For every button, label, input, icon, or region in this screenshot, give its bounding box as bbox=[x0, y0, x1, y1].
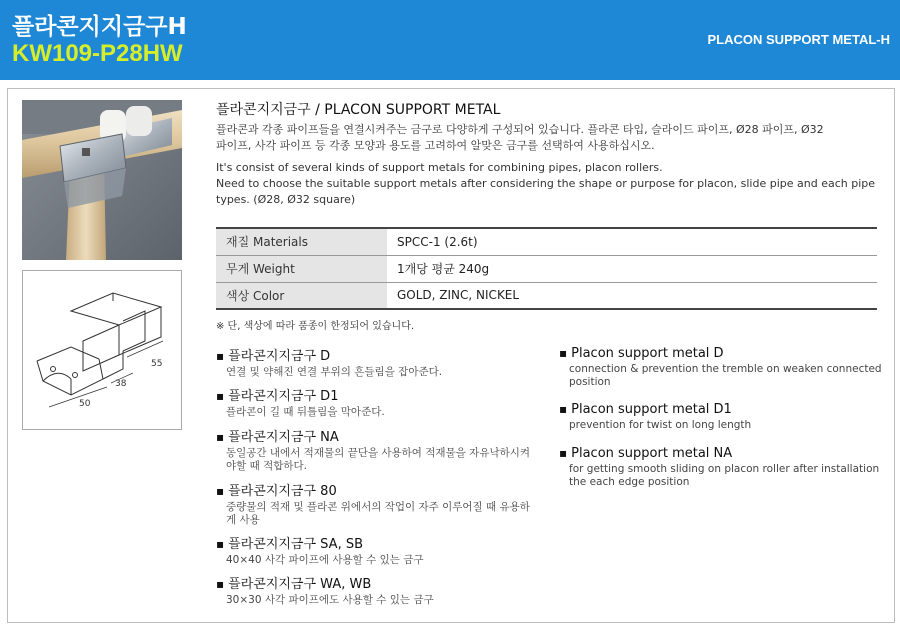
description-english bbox=[216, 160, 884, 208]
product-title-english: PLACON SUPPORT METAL-H bbox=[707, 32, 890, 47]
item-desc: 게 사용 bbox=[226, 514, 260, 526]
item-desc: 동일공간 내에서 적재물의 끝단을 사용하여 적재물을 자유낙하시켜 bbox=[226, 447, 531, 459]
section-title: 플라콘지지금구 / PLACON SUPPORT METAL bbox=[216, 102, 501, 118]
description-korean-line: 파이프, 사각 파이프 등 각종 모양과 용도를 고려하여 알맞은 금구를 선택하여 사용하십시오. bbox=[216, 139, 655, 152]
description-english-line: Need to choose the suitable support metals after considering the shape or purpose for placon, slide pipe and each pipe bbox=[216, 177, 876, 190]
list-item bbox=[559, 402, 884, 432]
spec-row bbox=[216, 228, 877, 255]
item-desc: 야할 때 적합하다. bbox=[226, 460, 308, 472]
item-title: ▪ 플라콘지지금구 D bbox=[216, 345, 546, 364]
item-desc: connection & prevention the tremble on weaken connected bbox=[569, 363, 882, 375]
product-photo bbox=[22, 100, 182, 260]
product-title-korean: 플라콘지지금구H bbox=[12, 14, 187, 40]
list-item bbox=[216, 480, 546, 527]
item-title: ▪ 플라콘지지금구 NA bbox=[216, 426, 546, 445]
item-title: ▪ Placon support metal D1 bbox=[559, 402, 884, 417]
description-english-line: It's consist of several kinds of support metals for combining pipes, placon rollers. bbox=[216, 161, 663, 174]
description-korean-line: 플라콘과 각종 파이프들을 연결시켜주는 금구로 다양하게 구성되어 있습니다. 플라콘 타입, 슬라이드 파이프, Ø28 파이프, Ø32 bbox=[216, 123, 824, 136]
list-item bbox=[216, 345, 546, 379]
item-desc: the each edge position bbox=[569, 476, 690, 488]
spec-value: GOLD, ZINC, NICKEL bbox=[397, 288, 520, 303]
item-title: ▪ Placon support metal D bbox=[559, 346, 884, 361]
item-desc: 중량물의 적재 및 플라콘 위에서의 작업이 자주 이루어질 때 유용하 bbox=[226, 501, 530, 513]
spec-label: 재질 Materials bbox=[216, 228, 387, 255]
item-desc: 플라콘이 길 때 뒤틀림을 막아준다. bbox=[226, 406, 385, 418]
spec-value: 1개당 평균 240g bbox=[397, 262, 490, 276]
color-note: ※ 단, 색상에 따라 품종이 한정되어 있습니다. bbox=[216, 321, 415, 332]
list-item bbox=[216, 573, 546, 607]
spec-label: 색상 Color bbox=[216, 282, 387, 309]
description-korean bbox=[216, 122, 884, 154]
list-item bbox=[559, 346, 884, 389]
spec-table bbox=[216, 227, 877, 310]
item-desc: position bbox=[569, 376, 611, 388]
technical-drawing bbox=[22, 270, 182, 430]
spec-row bbox=[216, 282, 877, 309]
item-desc: 연결 및 약해진 연결 부위의 흔들림을 잡아준다. bbox=[226, 366, 443, 378]
list-item bbox=[216, 426, 546, 473]
description-english-line: types. (Ø28, Ø32 square) bbox=[216, 193, 356, 206]
dimension-55: 55 bbox=[151, 359, 163, 369]
product-model-code: KW109-P28HW bbox=[12, 40, 183, 67]
header-bar bbox=[0, 0, 900, 80]
item-desc: for getting smooth sliding on placon roller after installation bbox=[569, 463, 880, 475]
spec-value: SPCC-1 (2.6t) bbox=[397, 234, 478, 249]
item-desc: prevention for twist on long length bbox=[569, 419, 752, 431]
spec-label: 무게 Weight bbox=[216, 255, 387, 282]
item-desc: 40×40 사각 파이프에 사용할 수 있는 금구 bbox=[226, 554, 424, 566]
list-item bbox=[216, 385, 546, 419]
item-title: ▪ 플라콘지지금구 SA, SB bbox=[216, 533, 546, 552]
item-title: ▪ 플라콘지지금구 WA, WB bbox=[216, 573, 546, 592]
spec-row bbox=[216, 255, 877, 282]
item-title: ▪ 플라콘지지금구 D1 bbox=[216, 385, 546, 404]
list-item bbox=[216, 533, 546, 567]
list-item bbox=[559, 446, 884, 489]
dimension-38: 38 bbox=[115, 379, 127, 389]
item-title: ▪ Placon support metal NA bbox=[559, 446, 884, 461]
item-title: ▪ 플라콘지지금구 80 bbox=[216, 480, 546, 499]
item-desc: 30×30 사각 파이프에도 사용할 수 있는 금구 bbox=[226, 594, 434, 606]
dimension-50: 50 bbox=[79, 399, 91, 409]
